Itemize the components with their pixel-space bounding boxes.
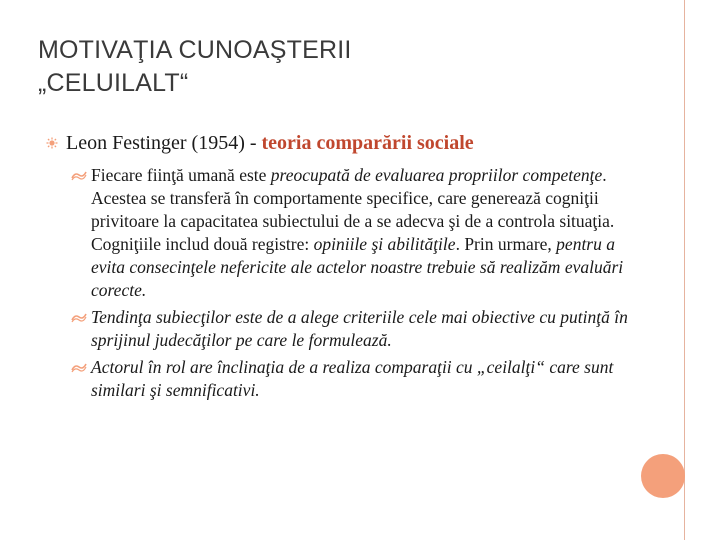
sub3-text: Actorul în rol are înclinaţia de a realiza comparaţii cu „ceilalţi“ care sunt similari şi semnificativi. bbox=[91, 357, 614, 400]
sub1-text-5: . Prin urmare, bbox=[455, 234, 557, 254]
sub1-text-4: opiniile şi abilităţile bbox=[313, 234, 456, 254]
sub1-text-1: Fiecare fiinţă umană este bbox=[91, 165, 271, 185]
slide-content bbox=[46, 130, 646, 402]
decorative-circle bbox=[641, 454, 685, 498]
sub2-text: Tendinţa subiecţilor este de a alege criteriile cele mai obiective cu putinţă în sprijinul judecăţilor pe care le formulează. bbox=[91, 307, 628, 350]
sub1-text-2: preocupată de evaluarea propriilor competenţe bbox=[270, 165, 603, 185]
title-line-1: MOTIVAŢIA CUNOAŞTERII bbox=[38, 36, 352, 64]
decorative-vertical-line bbox=[684, 0, 685, 540]
main-bullet bbox=[46, 130, 646, 156]
wave-bullet-icon bbox=[71, 170, 87, 181]
main-bullet-theory: teoria comparării sociale bbox=[261, 132, 474, 154]
main-bullet-author: Leon Festinger (1954) - bbox=[66, 132, 262, 154]
sub-bullet-2 bbox=[71, 306, 646, 352]
sun-bullet-icon bbox=[46, 137, 58, 149]
sub-bullet-1 bbox=[71, 164, 646, 302]
slide-title bbox=[38, 34, 598, 100]
sub-bullet-3 bbox=[71, 356, 646, 402]
sub1-text-3: . Acestea se transferă în comportamente specifice, care generează cogniţii privitoare la capacitatea subiectului de a se adecva şi de a controla situaţia. Cogniţiile includ două registre: bbox=[91, 165, 615, 254]
sub1-text-6: pentru a evita consecinţele nefericite ale actelor noastre trebuie să realizăm evaluări corecte. bbox=[91, 234, 624, 300]
wave-bullet-icon bbox=[71, 312, 87, 323]
wave-bullet-icon bbox=[71, 362, 87, 373]
title-line-2: „CELUILALT“ bbox=[38, 69, 189, 97]
